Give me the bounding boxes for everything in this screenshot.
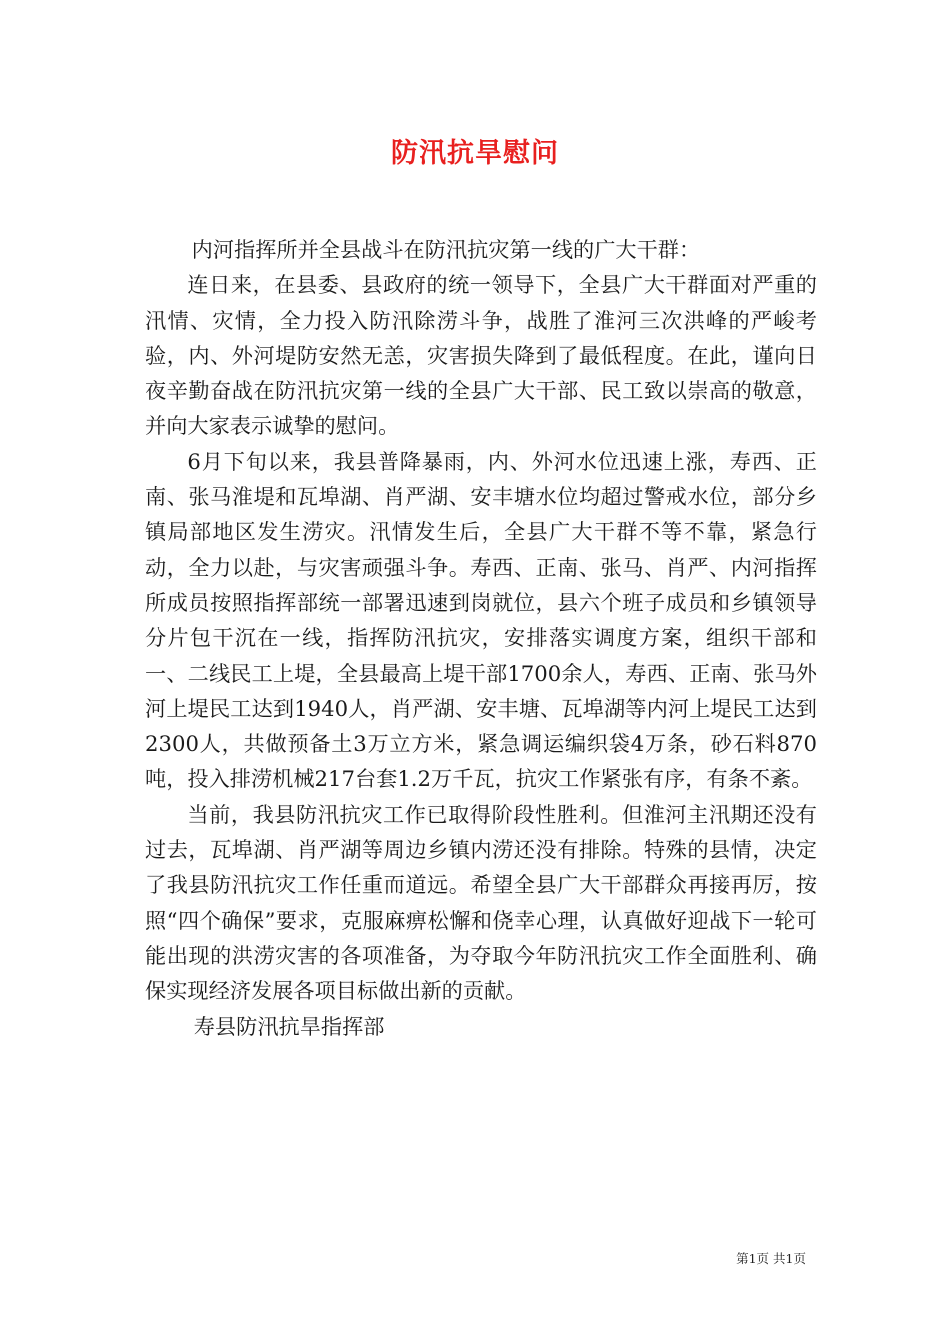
paragraph: 6月下旬以来，我县普降暴雨，内、外河水位迅速上涨，寿西、正南、张马淮堤和瓦埠湖、肖严湖、安丰塘水位均超过警戒水位，部分乡镇局部地区发生涝灾。汛情发生后，全县广大干群不等不靠，紧急行动，全力以赴，与灾害顽强斗争。寿西、正南、张马、肖严、内河指挥所成员按照指挥部统一部署迅速到岗就位，县六个班子成员和乡镇领导分片包干沉在一线，指挥防汛抗灾，安排落实调度方案，组织干部和一、二线民工上堤，全县最高上堤干部1700余人，寿西、正南、张马外河上堤民工达到1940人，肖严湖、安丰塘、瓦埠湖等内河上堤民工达到2300人，共做预备土3万立方米，紧急调运编织袋4万条，砂石料870吨，投入排涝机械217台套1.2万千瓦，抗灾工作紧张有序，有条不紊。	[145, 448, 817, 792]
salutation: 内河指挥所并全县战斗在防汛抗灾第一线的广大干群：	[191, 237, 701, 262]
signature: 寿县防汛抗旱指挥部	[193, 1013, 385, 1039]
document-title: 防汛抗旱慰问	[391, 138, 559, 169]
paragraph: 连日来，在县委、县政府的统一领导下，全县广大干群面对严重的汛情、灾情，全力投入防汛除涝斗争，战胜了淮河三次洪峰的严峻考验，内、外河堤防安然无恙，灾害损失降到了最低程度。在此，谨向日夜辛勤奋战在防汛抗灾第一线的全县广大干部、民工致以崇高的敬意，并向大家表示诚挚的慰问。	[145, 272, 817, 439]
page-number: 第1页 共1页	[736, 1251, 806, 1266]
paragraph: 当前，我县防汛抗灾工作已取得阶段性胜利。但淮河主汛期还没有过去，瓦埠湖、肖严湖等周边乡镇内涝还没有排除。特殊的县情，决定了我县防汛抗灾工作任重而道远。希望全县广大干部群众再接再厉，按照“四个确保”要求，克服麻痹松懈和侥幸心理，认真做好迎战下一轮可能出现的洪涝灾害的各项准备，为夺取今年防汛抗灾工作全面胜利、确保实现经济发展各项目标做出新的贡献。	[145, 801, 817, 1004]
document-body	[145, 232, 817, 1044]
